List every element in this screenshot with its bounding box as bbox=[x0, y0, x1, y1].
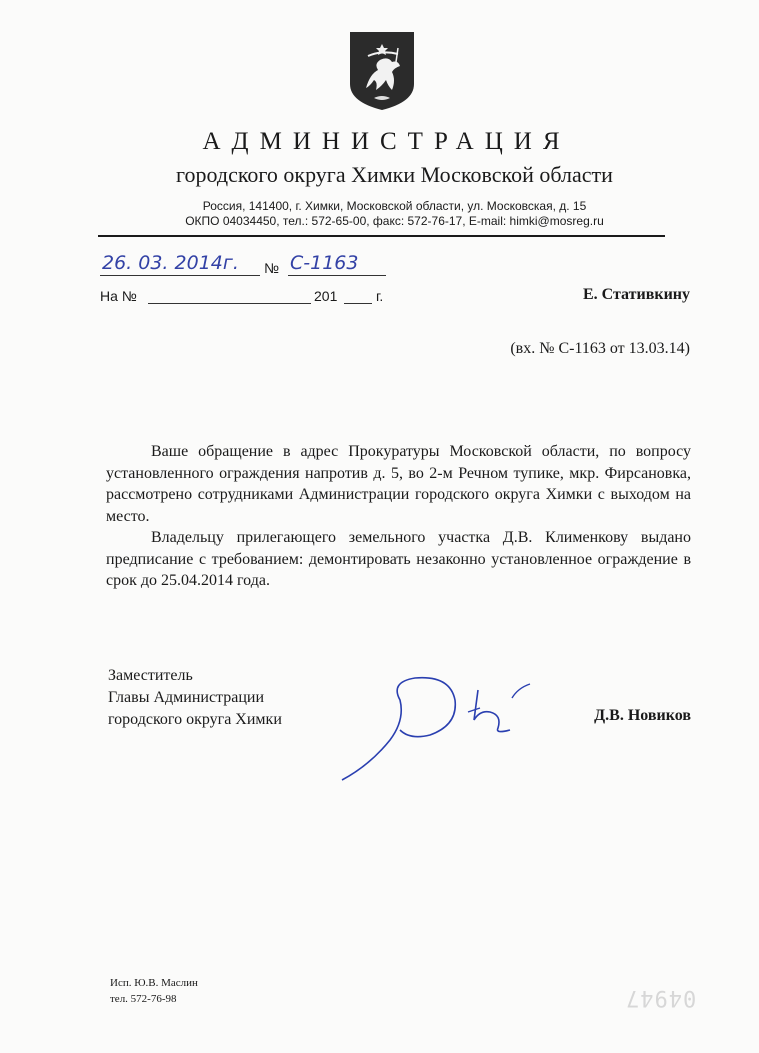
handwritten-signature bbox=[330, 670, 540, 785]
date-underline bbox=[100, 275, 260, 276]
number-underline bbox=[288, 275, 386, 276]
executor-name: Исп. Ю.В. Маслин bbox=[110, 977, 198, 989]
reference-year-blank bbox=[344, 303, 372, 304]
contacts-line: ОКПО 04034450, тел.: 572-65-00, факс: 572-76-17, E-mail: himki@mosreg.ru bbox=[185, 214, 604, 228]
reference-year-suffix: г. bbox=[376, 288, 384, 304]
body-paragraph: Владельцу прилегающего земельного участка Д.В. Клименкову выдано предписание с требованием: демонтировать незаконно установленное ограждение в срок до 25.04.2014 года. bbox=[106, 529, 691, 589]
executor-phone: тел. 572-76-98 bbox=[110, 993, 177, 1005]
letter-body bbox=[106, 441, 691, 592]
incoming-reference: (вх. № С-1163 от 13.03.14) bbox=[510, 340, 690, 357]
address-line: Россия, 141400, г. Химки, Московской области, ул. Московская, д. 15 bbox=[202, 199, 587, 213]
registration-stamp-number: 04947 bbox=[625, 985, 697, 1010]
signatory-position-line: Главы Администрации bbox=[108, 689, 265, 706]
outgoing-number: С-1163 bbox=[290, 252, 359, 274]
recipient-name: Е. Стативкину bbox=[582, 286, 690, 303]
reference-year-prefix: 201 bbox=[314, 288, 338, 304]
reference-number-blank bbox=[148, 303, 311, 304]
number-label: № bbox=[264, 260, 280, 276]
signatory-position bbox=[108, 665, 282, 731]
signatory-name: Д.В. Новиков bbox=[594, 707, 691, 724]
reference-label: На № bbox=[100, 288, 137, 304]
outgoing-date: 26. 03. 2014г. bbox=[102, 252, 239, 274]
signatory-position-line: Заместитель bbox=[108, 667, 193, 684]
coat-of-arms-emblem bbox=[348, 30, 416, 112]
header-divider bbox=[98, 235, 665, 237]
body-paragraph: Ваше обращение в адрес Прокуратуры Московской области, по вопросу установленного ограждения напротив д. 5, во 2-м Речном тупике, мкр. Фирсановка, рассмотрено сотрудниками Администрации городского округа Химки с выходом на место. bbox=[106, 443, 691, 525]
signatory-position-line: городского округа Химки bbox=[108, 711, 282, 728]
executor-info bbox=[110, 975, 198, 1007]
organization-title: АДМИНИСТРАЦИЯ bbox=[202, 128, 571, 155]
organization-subtitle: городского округа Химки Московской области bbox=[176, 162, 613, 187]
